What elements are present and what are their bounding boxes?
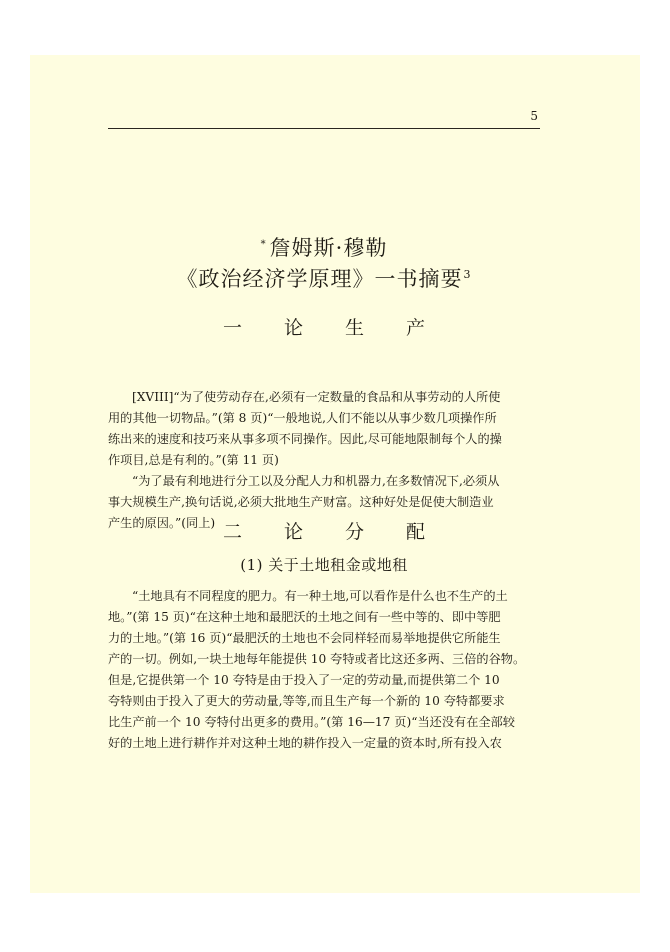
- paragraph-production-1: [108, 387, 540, 471]
- text-line: 产的一切。例如,一块土地每年能提供 10 夸特或者比这还多两、三倍的谷物。: [108, 652, 526, 666]
- footnote-ref: 3: [463, 268, 472, 281]
- text-line: 但是,它提供第一个 10 夸特是由于投入了一定的劳动量,而提供第二个 10: [108, 673, 500, 687]
- title-author-text: 詹姆斯·穆勒: [269, 236, 388, 260]
- footnote-star: *: [260, 239, 267, 250]
- title-author: [108, 233, 540, 263]
- text-line: 力的土地。”(第 16 页)“最肥沃的土地也不会同样轻而易举地提供它所能生: [108, 631, 501, 645]
- paragraph-rent: [108, 586, 540, 754]
- title-book-text: 《政治经济学原理》一书摘要: [176, 267, 463, 291]
- text-line: 地。”(第 15 页)“在这种土地和最肥沃的土地之间有一些中等的、即中等肥: [108, 610, 501, 624]
- text-line: “土地具有不同程度的肥力。有一种土地,可以看作是什么也不生产的土: [132, 589, 508, 603]
- text-line: 用的其他一切物品。”(第 8 页)“一般地说,人们不能以从事少数几项操作所: [108, 411, 497, 425]
- text-line: [XVIII]“为了使劳动存在,必须有一定数量的食品和从事劳动的人所使: [132, 390, 501, 404]
- text-line: 作项目,总是有利的。”(第 11 页): [108, 453, 279, 467]
- text-line: 比生产前一个 10 夸特付出更多的费用。”(第 16—17 页)“当还没有在全部较: [108, 715, 515, 729]
- subsection-heading-rent: (1) 关于土地租金或地租: [240, 556, 408, 574]
- header-rule: [108, 128, 540, 129]
- text-line: 产生的原因。”(同上): [108, 516, 216, 530]
- text-line: 夸特则由于投入了更大的劳动量,等等,而且生产每一个新的 10 夸特都要求: [108, 694, 505, 708]
- text-line: 事大规模生产,换句话说,必须大批地生产财富。这种好处是促使大制造业: [108, 495, 494, 509]
- text-line: 练出来的速度和技巧来从事多项不同操作。因此,尽可能地限制每个人的操: [108, 432, 502, 446]
- section-heading-production: 一 论 生 产: [222, 317, 444, 339]
- title-book: [108, 264, 540, 294]
- text-line: “为了最有利地进行分工以及分配人力和机器力,在多数情况下,必须从: [132, 474, 500, 488]
- text-line: 好的土地上进行耕作并对这种土地的耕作投入一定量的资本时,所有投入农: [108, 736, 502, 750]
- section-heading-distribution: 二 论 分 配: [222, 521, 444, 543]
- page-number: 5: [530, 109, 538, 123]
